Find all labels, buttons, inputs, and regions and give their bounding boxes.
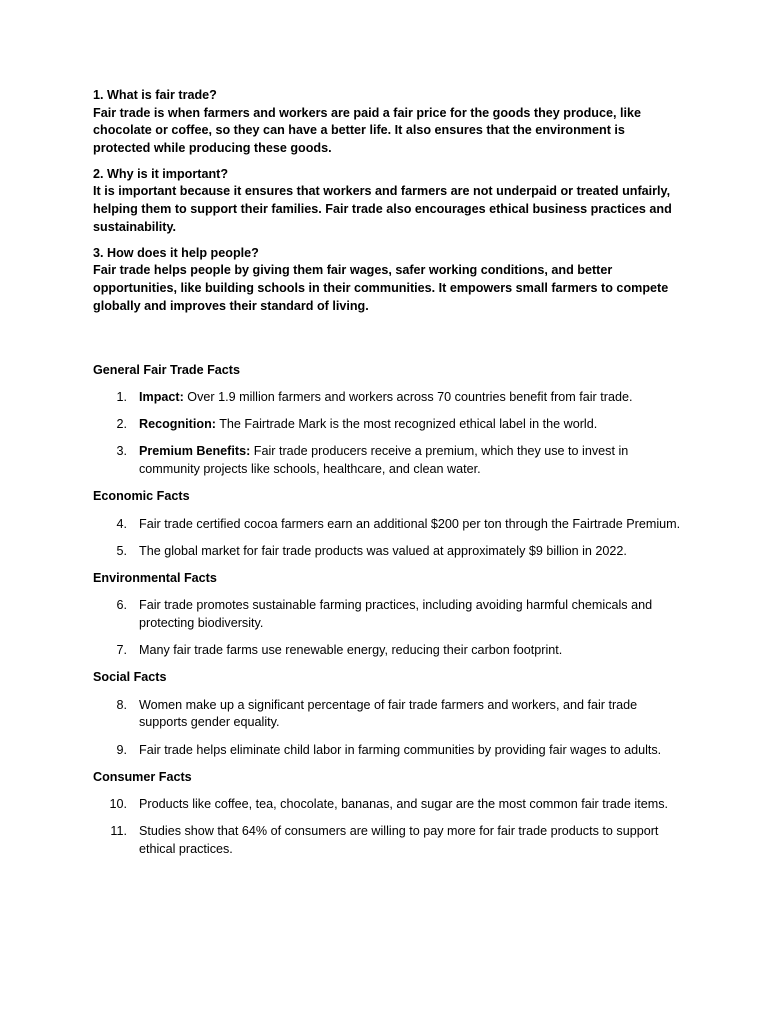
fact-item bbox=[93, 389, 683, 407]
fact-text: Fair trade helps eliminate child labor in farming communities by providing fair wages to adults. bbox=[139, 742, 662, 757]
fact-item bbox=[93, 823, 683, 858]
fact-item bbox=[93, 796, 683, 814]
question: 2. Why is it important? bbox=[93, 166, 229, 181]
fact-number: 8. bbox=[116, 697, 127, 712]
fact-text: Many fair trade farms use renewable energy, reducing their carbon footprint. bbox=[139, 643, 563, 658]
qa-block bbox=[93, 87, 683, 157]
fact-label: Recognition: bbox=[139, 417, 216, 432]
fact-text: Women make up a significant percentage of fair trade farmers and workers, and fair trade supports gender equality. bbox=[139, 697, 638, 730]
fact-list bbox=[93, 796, 683, 858]
fact-list bbox=[93, 516, 683, 561]
fact-item bbox=[93, 443, 683, 478]
fact-label: Impact: bbox=[139, 390, 184, 405]
fact-item bbox=[93, 543, 683, 561]
question: 1. What is fair trade? bbox=[93, 88, 217, 102]
fact-number: 3. bbox=[116, 444, 127, 459]
fact-text: Products like coffee, tea, chocolate, bananas, and sugar are the most common fair trade items. bbox=[139, 797, 668, 812]
fact-item bbox=[93, 516, 683, 534]
fact-number: 5. bbox=[116, 543, 127, 558]
fact-text: The global market for fair trade products was valued at approximately $9 billion in 2022. bbox=[139, 543, 627, 558]
fact-text: Over 1.9 million farmers and workers across 70 countries benefit from fair trade. bbox=[183, 390, 633, 405]
fact-item bbox=[93, 597, 683, 632]
fact-item bbox=[93, 642, 683, 660]
answer: It is important because it ensures that workers and farmers are not underpaid or treated unfairly, helping them to support their families. Fair trade also encourages ethical business practices and sustainability. bbox=[93, 184, 672, 234]
fact-label: Premium Benefits: bbox=[139, 444, 251, 459]
fact-number: 10. bbox=[109, 797, 127, 812]
answer: Fair trade is when farmers and workers are paid a fair price for the goods they produce, like chocolate or coffee, so they can have a better life. It also ensures that the environment is protected while producing these goods. bbox=[93, 105, 641, 155]
qa-block bbox=[93, 166, 683, 236]
fact-list bbox=[93, 697, 683, 759]
section-heading: Environmental Facts bbox=[93, 570, 217, 585]
fact-number: 4. bbox=[116, 516, 127, 531]
fact-list bbox=[93, 389, 683, 478]
fact-number: 9. bbox=[116, 742, 127, 757]
fact-item bbox=[93, 742, 683, 760]
fact-text: The Fairtrade Mark is the most recognized ethical label in the world. bbox=[215, 417, 598, 432]
fact-text: Fair trade promotes sustainable farming practices, including avoiding harmful chemicals and protecting biodiversity. bbox=[139, 598, 653, 631]
fact-number: 11. bbox=[110, 824, 127, 839]
section-heading: Social Facts bbox=[93, 670, 167, 685]
document-body bbox=[93, 87, 683, 868]
fact-text: Fair trade producers receive a premium, which they use to invest in community projects like schools, healthcare, and clean water. bbox=[139, 444, 629, 476]
qa-block bbox=[93, 245, 683, 315]
fact-item bbox=[93, 416, 683, 434]
section-heading: Economic Facts bbox=[93, 489, 190, 504]
fact-list bbox=[93, 597, 683, 659]
fact-number: 6. bbox=[116, 598, 127, 613]
fact-number: 2. bbox=[116, 417, 127, 432]
fact-number: 7. bbox=[116, 643, 127, 658]
fact-text: Studies show that 64% of consumers are willing to pay more for fair trade products to support ethical practices. bbox=[139, 824, 659, 856]
fact-item bbox=[93, 697, 683, 732]
section-heading: General Fair Trade Facts bbox=[93, 362, 240, 377]
answer: Fair trade helps people by giving them fair wages, safer working conditions, and better opportunities, like building schools in their communities. It empowers small farmers to compete globally and improves their standard of living. bbox=[93, 263, 669, 313]
spacer bbox=[93, 324, 683, 362]
section-heading: Consumer Facts bbox=[93, 769, 192, 784]
question: 3. How does it help people? bbox=[93, 245, 259, 260]
fact-number: 1. bbox=[116, 390, 127, 405]
fact-text: Fair trade certified cocoa farmers earn an additional $200 per ton through the Fairtrade Premium. bbox=[139, 516, 681, 531]
